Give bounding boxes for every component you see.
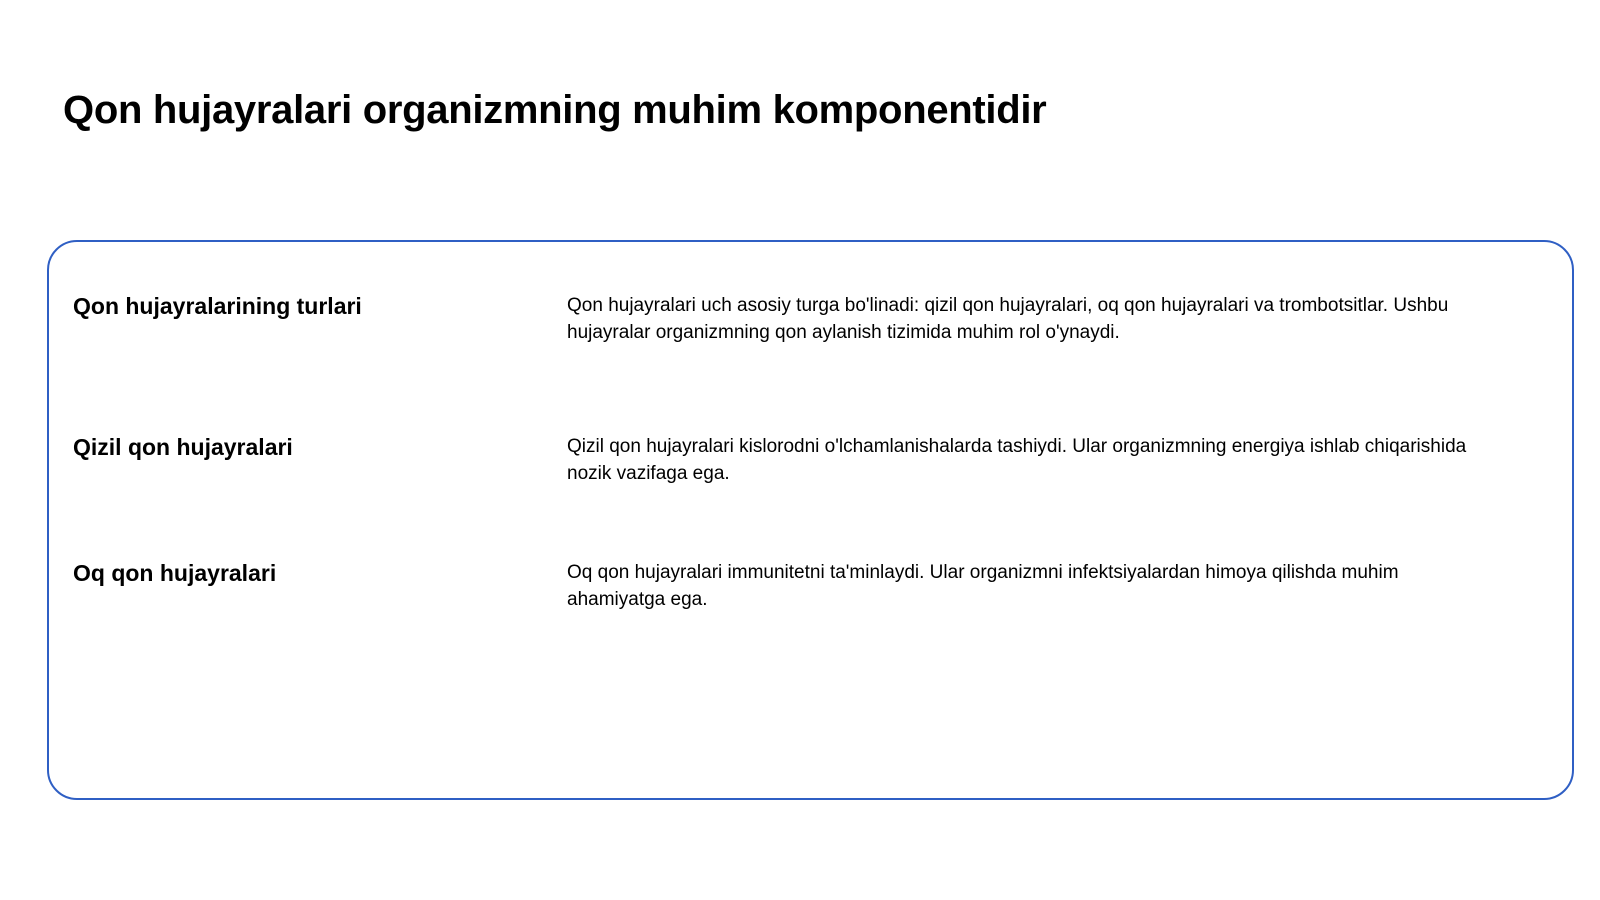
row-label: Qizil qon hujayralari <box>73 434 293 460</box>
slide-title: Qon hujayralari organizmning muhim komponentidir <box>63 88 1047 132</box>
row-description: Oq qon hujayralari immunitetni ta'minlaydi. Ular organizmni infektsiyalardan himoya qilishda muhim ahamiyatga ega. <box>567 562 1399 610</box>
row-label: Qon hujayralarining turlari <box>73 293 362 319</box>
row-description: Qizil qon hujayralari kislorodni o'lchamlanishalarda tashiydi. Ular organizmning energiya ishlab chiqarishida nozik vazifaga ega. <box>567 436 1467 484</box>
row-description: Qon hujayralari uch asosiy turga bo'linadi: qizil qon hujayralari, oq qon hujayralari va trombotsitlar. Ushbu hujayralar organizmning qon aylanish tizimida muhim rol o'ynaydi. <box>567 295 1449 343</box>
row-label: Oq qon hujayralari <box>73 560 277 586</box>
info-card <box>47 240 1574 800</box>
